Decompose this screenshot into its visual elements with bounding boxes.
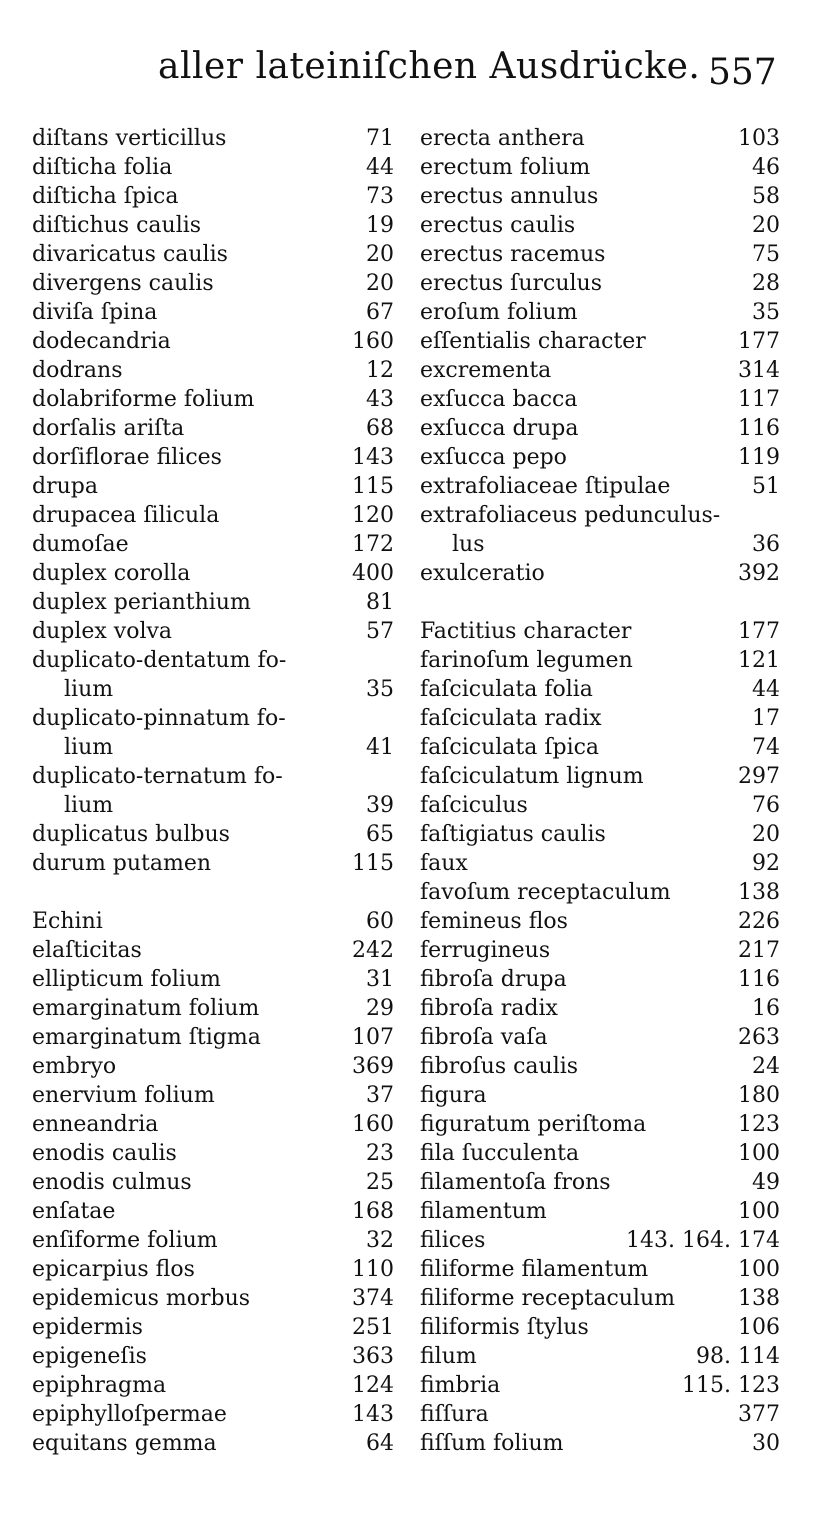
entry-page-reference: 180 [738, 1083, 780, 1108]
index-entry [420, 617, 780, 646]
index-entry [32, 240, 394, 269]
entry-page-reference: 143 [352, 1402, 394, 1427]
entry-page-reference: 12 [366, 358, 394, 383]
index-entry [32, 1429, 394, 1458]
index-entry [420, 269, 780, 298]
index-entry [32, 704, 394, 762]
entry-term: fila ſucculenta [420, 1141, 580, 1166]
entry-term: erectus annulus [420, 184, 599, 209]
entry-page-reference: 17 [752, 706, 780, 731]
entry-page-reference: 103 [738, 126, 780, 151]
index-entry [32, 1139, 394, 1168]
entry-term: divaricatus caulis [32, 242, 228, 267]
entry-page-reference: 76 [752, 793, 780, 818]
entry-term: dolabriforme folium [32, 387, 255, 412]
index-entry [420, 849, 780, 878]
index-entry [420, 327, 780, 356]
entry-page-reference: 100 [738, 1257, 780, 1282]
entry-term: diſtans verticillus [32, 126, 227, 151]
entry-page-reference: 116 [738, 967, 780, 992]
entry-page-reference: 374 [352, 1286, 394, 1311]
index-entry [420, 1255, 780, 1284]
entry-page-reference: 35 [752, 300, 780, 325]
entry-page-reference: 49 [752, 1170, 780, 1195]
entry-page-reference: 64 [366, 1431, 394, 1456]
entry-term: extrafoliaceae ſtipulae [420, 474, 671, 499]
entry-page-reference: 242 [352, 938, 394, 963]
index-entry [32, 298, 394, 327]
index-entry [420, 1081, 780, 1110]
entry-term: dodecandria [32, 329, 171, 354]
entry-term: duplicatus bulbus [32, 822, 230, 847]
entry-page-reference: 74 [752, 735, 780, 760]
entry-page-reference: 363 [352, 1344, 394, 1369]
entry-term: filamentoſa frons [420, 1170, 611, 1195]
entry-page-reference: 39 [366, 793, 394, 818]
entry-term: enodis culmus [32, 1170, 192, 1195]
page-header [0, 40, 830, 100]
index-entry [32, 385, 394, 414]
entry-page-reference: 110 [352, 1257, 394, 1282]
entry-page-reference: 71 [366, 126, 394, 151]
entry-page-reference: 92 [752, 851, 780, 876]
entry-term: epicarpius flos [32, 1257, 195, 1282]
entry-term-continuation: lium [64, 793, 114, 818]
index-entry [32, 211, 394, 240]
index-entry [420, 994, 780, 1023]
entry-term: exſucca bacca [420, 387, 578, 412]
entry-page-reference: 31 [366, 967, 394, 992]
entry-term: diſticha folia [32, 155, 173, 180]
entry-page-reference: 217 [738, 938, 780, 963]
entry-page-reference: 24 [752, 1054, 780, 1079]
entry-page-reference: 392 [738, 561, 780, 586]
entry-term: dorſiflorae filices [32, 445, 222, 470]
entry-term: epiphylloſpermae [32, 1402, 227, 1427]
entry-page-reference: 160 [352, 329, 394, 354]
index-entry [420, 153, 780, 182]
entry-term: eroſum folium [420, 300, 578, 325]
entry-term: filices [420, 1228, 486, 1253]
index-entry [32, 1110, 394, 1139]
entry-page-reference: 116 [738, 416, 780, 441]
entry-term: duplicato-pinnatum fo- [32, 706, 286, 731]
index-entry [420, 1197, 780, 1226]
entry-page-reference: 25 [366, 1170, 394, 1195]
entry-term: drupa [32, 474, 98, 499]
index-entry [32, 1371, 394, 1400]
entry-page-reference: 32 [366, 1228, 394, 1253]
index-entry [32, 646, 394, 704]
index-entry [420, 820, 780, 849]
index-entry [32, 1342, 394, 1371]
entry-term-continuation: lium [64, 677, 114, 702]
index-entry [32, 1197, 394, 1226]
index-entry [32, 907, 394, 936]
entry-page-reference: 60 [366, 909, 394, 934]
entry-page-reference: 16 [752, 996, 780, 1021]
index-entry [420, 1139, 780, 1168]
entry-page-reference: 177 [738, 329, 780, 354]
entry-page-reference: 100 [738, 1141, 780, 1166]
entry-page-reference: 51 [752, 474, 780, 499]
entry-term: filiforme receptaculum [420, 1286, 675, 1311]
entry-term: duplex perianthium [32, 590, 251, 615]
index-entry [420, 762, 780, 791]
entry-term: dumoſae [32, 532, 129, 557]
index-entry [32, 617, 394, 646]
entry-term: ferrugineus [420, 938, 551, 963]
entry-term: duplex corolla [32, 561, 191, 586]
index-entry [32, 1255, 394, 1284]
index-entry [32, 994, 394, 1023]
entry-page-reference: 107 [352, 1025, 394, 1050]
entry-term: elaſticitas [32, 938, 142, 963]
entry-page-reference: 138 [738, 1286, 780, 1311]
entry-page-reference: 43 [366, 387, 394, 412]
section-spacer [420, 588, 780, 617]
entry-term: ellipticum folium [32, 967, 221, 992]
entry-term: filum [420, 1344, 477, 1369]
entry-term: faſciculatum lignum [420, 764, 644, 789]
entry-term: Echini [32, 909, 103, 934]
index-entry [420, 472, 780, 501]
index-entry [32, 443, 394, 472]
entry-page-reference: 23 [366, 1141, 394, 1166]
entry-term: enodis caulis [32, 1141, 177, 1166]
index-entry [420, 1052, 780, 1081]
entry-term-continuation: lium [64, 735, 114, 760]
entry-term: durum putamen [32, 851, 212, 876]
entry-page-reference: 46 [752, 155, 780, 180]
entry-term: diviſa ſpina [32, 300, 158, 325]
entry-page-reference: 119 [738, 445, 780, 470]
entry-term: faſciculata folia [420, 677, 593, 702]
entry-term: exſucca pepo [420, 445, 567, 470]
index-entry [420, 559, 780, 588]
index-entry [32, 1052, 394, 1081]
entry-term: epidemicus morbus [32, 1286, 251, 1311]
entry-term: fimbria [420, 1373, 501, 1398]
entry-term: dodrans [32, 358, 123, 383]
index-entry [420, 385, 780, 414]
entry-term: erectum folium [420, 155, 591, 180]
entry-page-reference: 37 [366, 1083, 394, 1108]
index-entry [420, 1342, 780, 1371]
entry-page-reference: 120 [352, 503, 394, 528]
entry-page-reference: 115. 123 [682, 1373, 780, 1398]
index-entry [32, 1400, 394, 1429]
entry-page-reference: 57 [366, 619, 394, 644]
entry-term: femineus flos [420, 909, 568, 934]
index-entry [32, 820, 394, 849]
index-entry [420, 240, 780, 269]
entry-term: enſiforme folium [32, 1228, 218, 1253]
entry-term: fibroſus caulis [420, 1054, 579, 1079]
index-entry [420, 1023, 780, 1052]
entry-term: filiforme filamentum [420, 1257, 649, 1282]
entry-term: emarginatum folium [32, 996, 260, 1021]
entry-page-reference: 65 [366, 822, 394, 847]
entry-page-reference: 177 [738, 619, 780, 644]
entry-term: fibroſa vaſa [420, 1025, 548, 1050]
entry-page-reference: 75 [752, 242, 780, 267]
index-entry [32, 1168, 394, 1197]
index-entry [420, 907, 780, 936]
index-entry [420, 878, 780, 907]
index-entry [32, 1023, 394, 1052]
entry-page-reference: 35 [366, 677, 394, 702]
index-entry [420, 704, 780, 733]
entry-page-reference: 138 [738, 880, 780, 905]
entry-page-reference: 100 [738, 1199, 780, 1224]
index-entry [32, 356, 394, 385]
index-entry [420, 501, 780, 559]
entry-page-reference: 41 [366, 735, 394, 760]
index-entry [420, 936, 780, 965]
index-entry [32, 1081, 394, 1110]
entry-term: erecta anthera [420, 126, 585, 151]
index-entry [420, 298, 780, 327]
index-entry [420, 1429, 780, 1458]
entry-page-reference: 58 [752, 184, 780, 209]
index-column-left [32, 124, 394, 1458]
index-entry [420, 1168, 780, 1197]
entry-term: faſciculus [420, 793, 528, 818]
entry-term: faſtigiatus caulis [420, 822, 606, 847]
index-column-right [420, 124, 780, 1458]
index-entry [32, 124, 394, 153]
entry-term: fiſſum folium [420, 1431, 564, 1456]
entry-page-reference: 81 [366, 590, 394, 615]
entry-term: epigeneſis [32, 1344, 147, 1369]
index-entry [420, 1110, 780, 1139]
index-entry [32, 1226, 394, 1255]
entry-page-reference: 115 [352, 851, 394, 876]
entry-term: duplicato-dentatum fo- [32, 648, 287, 673]
entry-term: duplex volva [32, 619, 173, 644]
index-entry [32, 588, 394, 617]
entry-page-reference: 400 [352, 561, 394, 586]
entry-term: enervium folium [32, 1083, 215, 1108]
entry-term: faux [420, 851, 468, 876]
entry-page-reference: 143. 164. 174 [626, 1228, 780, 1253]
entry-page-reference: 68 [366, 416, 394, 441]
entry-page-reference: 20 [752, 213, 780, 238]
index-entry [32, 153, 394, 182]
index-entry [32, 965, 394, 994]
entry-page-reference: 263 [738, 1025, 780, 1050]
entry-term: faſciculata ſpica [420, 735, 600, 760]
entry-page-reference: 143 [352, 445, 394, 470]
entry-term: farinoſum legumen [420, 648, 633, 673]
index-entry [32, 559, 394, 588]
entry-term: eſſentialis character [420, 329, 646, 354]
entry-page-reference: 251 [352, 1315, 394, 1340]
index-entry [32, 1313, 394, 1342]
entry-page-reference: 44 [752, 677, 780, 702]
entry-term: erectus caulis [420, 213, 576, 238]
entry-term-continuation: lus [452, 532, 485, 557]
index-entry [32, 1284, 394, 1313]
entry-page-reference: 297 [738, 764, 780, 789]
index-entry [420, 1313, 780, 1342]
entry-term: embryo [32, 1054, 117, 1079]
entry-page-reference: 36 [752, 532, 780, 557]
entry-page-reference: 29 [366, 996, 394, 1021]
index-entry [420, 443, 780, 472]
entry-page-reference: 30 [752, 1431, 780, 1456]
entry-term: excrementa [420, 358, 552, 383]
entry-page-reference: 98. 114 [696, 1344, 780, 1369]
entry-term: duplicato-ternatum fo- [32, 764, 283, 789]
page-number: 557 [708, 52, 777, 93]
entry-term: divergens caulis [32, 271, 214, 296]
entry-page-reference: 106 [738, 1315, 780, 1340]
index-entry [32, 936, 394, 965]
entry-term: erectus ſurculus [420, 271, 602, 296]
index-entry [420, 1371, 780, 1400]
entry-term: erectus racemus [420, 242, 606, 267]
index-entry [32, 530, 394, 559]
index-entry [32, 472, 394, 501]
entry-term: diſtichus caulis [32, 213, 202, 238]
index-entry [420, 646, 780, 675]
entry-page-reference: 314 [738, 358, 780, 383]
entry-page-reference: 44 [366, 155, 394, 180]
entry-term: fibroſa radix [420, 996, 558, 1021]
entry-term: fiſſura [420, 1402, 489, 1427]
entry-page-reference: 226 [738, 909, 780, 934]
index-entry [420, 211, 780, 240]
entry-page-reference: 124 [352, 1373, 394, 1398]
entry-page-reference: 121 [738, 648, 780, 673]
entry-page-reference: 117 [738, 387, 780, 412]
entry-term: epiphragma [32, 1373, 167, 1398]
entry-term: enſatae [32, 1199, 116, 1224]
entry-page-reference: 160 [352, 1112, 394, 1137]
entry-page-reference: 369 [352, 1054, 394, 1079]
index-entry [420, 791, 780, 820]
section-spacer [32, 878, 394, 907]
entry-term: epidermis [32, 1315, 143, 1340]
index-entry [420, 182, 780, 211]
index-entry [32, 414, 394, 443]
index-entry [32, 501, 394, 530]
entry-page-reference: 20 [366, 242, 394, 267]
index-entry [420, 1284, 780, 1313]
index-entry [420, 124, 780, 153]
entry-page-reference: 115 [352, 474, 394, 499]
entry-term: enneandria [32, 1112, 159, 1137]
entry-page-reference: 73 [366, 184, 394, 209]
index-entry [32, 182, 394, 211]
index-entry [32, 327, 394, 356]
entry-term: figura [420, 1083, 487, 1108]
entry-term: figuratum periſtoma [420, 1112, 647, 1137]
index-entry [420, 414, 780, 443]
entry-page-reference: 377 [738, 1402, 780, 1427]
entry-page-reference: 168 [352, 1199, 394, 1224]
entry-term: favoſum receptaculum [420, 880, 671, 905]
entry-term: faſciculata radix [420, 706, 602, 731]
entry-page-reference: 123 [738, 1112, 780, 1137]
entry-page-reference: 172 [352, 532, 394, 557]
entry-term: equitans gemma [32, 1431, 217, 1456]
entry-term: filiformis ſtylus [420, 1315, 589, 1340]
index-entry [32, 762, 394, 820]
entry-page-reference: 28 [752, 271, 780, 296]
index-entry [420, 356, 780, 385]
entry-page-reference: 20 [366, 271, 394, 296]
entry-term: fibroſa drupa [420, 967, 567, 992]
entry-term: emarginatum ſtigma [32, 1025, 261, 1050]
index-entry [420, 965, 780, 994]
index-entry [32, 849, 394, 878]
index-entry [420, 675, 780, 704]
entry-term: exulceratio [420, 561, 545, 586]
entry-term: diſticha ſpica [32, 184, 179, 209]
entry-page-reference: 19 [366, 213, 394, 238]
entry-term: Factitius character [420, 619, 632, 644]
entry-term: extrafoliaceus pedunculus- [420, 503, 721, 528]
index-entry [32, 269, 394, 298]
entry-term: exſucca drupa [420, 416, 579, 441]
entry-page-reference: 20 [752, 822, 780, 847]
entry-term: filamentum [420, 1199, 547, 1224]
index-entry [420, 1400, 780, 1429]
entry-page-reference: 67 [366, 300, 394, 325]
entry-term: drupacea ſilicula [32, 503, 220, 528]
index-entry [420, 733, 780, 762]
entry-term: dorſalis ariſta [32, 416, 185, 441]
index-entry [420, 1226, 780, 1255]
running-title: aller lateiniſchen Ausdrücke. [158, 46, 701, 87]
